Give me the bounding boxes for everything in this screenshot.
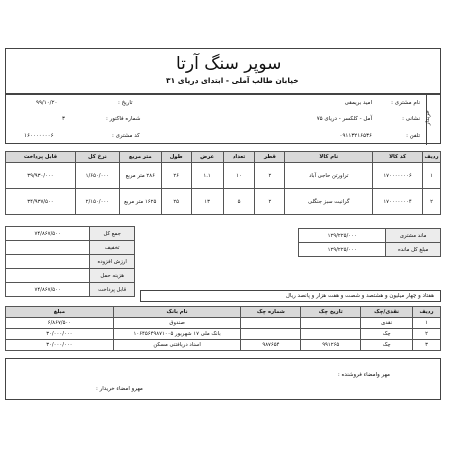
customer-name-label: نام مشتری : bbox=[391, 100, 420, 106]
pay-col-type: نقدی/چک bbox=[361, 307, 413, 318]
customer-info-box bbox=[5, 94, 441, 144]
table-row: ۱ نقدی صندوق ۶/۸۶۷/۵۰۰ bbox=[6, 318, 441, 329]
pay-col-row: ردیف bbox=[413, 307, 441, 318]
table-row: ۲ ۱۷۰۰۰۰۰۰۰۴ گرانیت سبز جنگلی ۲ ۵ ۱۳ ۲۵ ۱۶۲۵ متر مربع ۲/۱۵۰/۰۰۰ ۳۴/۹۳۷/۵۰۰ bbox=[6, 189, 441, 215]
total-value: ۷۴/۸۶۷/۵۰۰ bbox=[6, 227, 90, 241]
col-product-name: نام کالا bbox=[285, 152, 373, 163]
col-row: ردیف bbox=[423, 152, 441, 163]
payments-header-row bbox=[6, 307, 441, 318]
buyer-side-label: خریدار bbox=[424, 110, 431, 126]
customer-phone-value: ۰۹۱۱۳۲۱۶۵۳۶ bbox=[339, 133, 372, 139]
vat-value bbox=[6, 255, 90, 269]
col-thickness: قطر bbox=[255, 152, 285, 163]
discount-label: تخفیف bbox=[90, 241, 135, 255]
total-label: جمع کل bbox=[90, 227, 135, 241]
pay-col-check-date: تاریخ چک bbox=[301, 307, 361, 318]
store-name: سوپر سنگ آرتا bbox=[176, 54, 282, 74]
customer-code-label: کد مشتری : bbox=[112, 133, 140, 139]
pay-col-bank-name: نام بانک bbox=[113, 307, 241, 318]
items-table bbox=[5, 151, 441, 215]
customer-address-value: آمل - کلکسر - دریای ۷۵ bbox=[316, 116, 372, 122]
col-payable: قابل پرداخت bbox=[6, 152, 76, 163]
amount-in-words-box bbox=[140, 290, 441, 302]
customer-remain-value: ۱۲۹/۲۲۵/۰۰۰ bbox=[299, 229, 386, 243]
shipping-value bbox=[6, 269, 90, 283]
items-header-row bbox=[6, 152, 441, 163]
totals-table bbox=[5, 226, 135, 297]
date-value: ۹۹/۱۰/۲۰ bbox=[36, 100, 58, 106]
customer-phone-label: تلفن : bbox=[406, 133, 420, 139]
seller-signature-label: مهر وامضاء فروشنده : bbox=[337, 372, 390, 378]
col-count: تعداد bbox=[223, 152, 255, 163]
customer-code-value: ۱۶۰۰۰۰۰۰۰۶ bbox=[24, 133, 54, 139]
col-total-rate: نرخ کل bbox=[75, 152, 119, 163]
customer-address-label: نشانی : bbox=[402, 116, 420, 122]
buyer-side-label-box bbox=[426, 95, 440, 145]
store-header bbox=[5, 48, 441, 94]
buyer-signature-label: مهرو امضاء خریدار : bbox=[96, 386, 143, 392]
payable-value: ۷۴/۸۶۷/۵۰۰ bbox=[6, 283, 90, 297]
cumulative-remain-label: مبلغ کل مانده bbox=[386, 243, 441, 257]
discount-value bbox=[6, 241, 90, 255]
vat-label: ارزش افزوده bbox=[90, 255, 135, 269]
pay-col-amount: مبلغ bbox=[6, 307, 114, 318]
shipping-label: هزینه حمل bbox=[90, 269, 135, 283]
invoice-number-label: شماره فاکتور : bbox=[106, 116, 141, 122]
table-row: ۱ ۱۷۰۰۰۰۰۰۰۶ تراورتن حاجی آباد ۲ ۱۰ ۱.۱ ۲۶ ۲۸۶ متر مربع ۱/۶۵۰/۰۰۰ ۳۹/۹۳۰/۰۰۰ bbox=[6, 163, 441, 189]
signature-area bbox=[5, 358, 441, 400]
pay-col-check-number: شماره چک bbox=[241, 307, 301, 318]
amount-in-words: هفتاد و چهار میلیون و هشتصد و شصت و هفت هزار و پانصد ریال bbox=[285, 293, 434, 299]
payments-table bbox=[5, 306, 441, 351]
customer-remain-label: ماند مشتری bbox=[386, 229, 441, 243]
customer-name-value: امید بریمقی bbox=[344, 100, 372, 106]
store-address: خیابان طالب آملی - ابتدای دریای ۳۱ bbox=[166, 76, 299, 85]
col-width: عرض bbox=[191, 152, 223, 163]
col-length: طول bbox=[161, 152, 191, 163]
table-row: ۲ چک بانک ملی ۱۷ شهریور ۱۰۶۴۵۶۴۹۸۷۱۰۰۵ ۳۰/۰۰۰/۰۰۰ bbox=[6, 329, 441, 340]
col-product-code: کد کالا bbox=[373, 152, 423, 163]
payable-label: قابل پرداخت bbox=[90, 283, 135, 297]
table-row: ۳ چک ۹۹۱۲۶۵ ۹۸۷۶۵۴ اسناد دریافتنی مسکن ۳۰/۰۰۰/۰۰۰ bbox=[6, 340, 441, 351]
date-label: تاریخ : bbox=[118, 100, 133, 106]
balance-table bbox=[298, 228, 441, 257]
cumulative-remain-value: ۱۲۹/۲۲۵/۰۰۰ bbox=[299, 243, 386, 257]
col-square-meter: متر مربع bbox=[119, 152, 161, 163]
invoice-number-value: ۳ bbox=[62, 116, 65, 122]
